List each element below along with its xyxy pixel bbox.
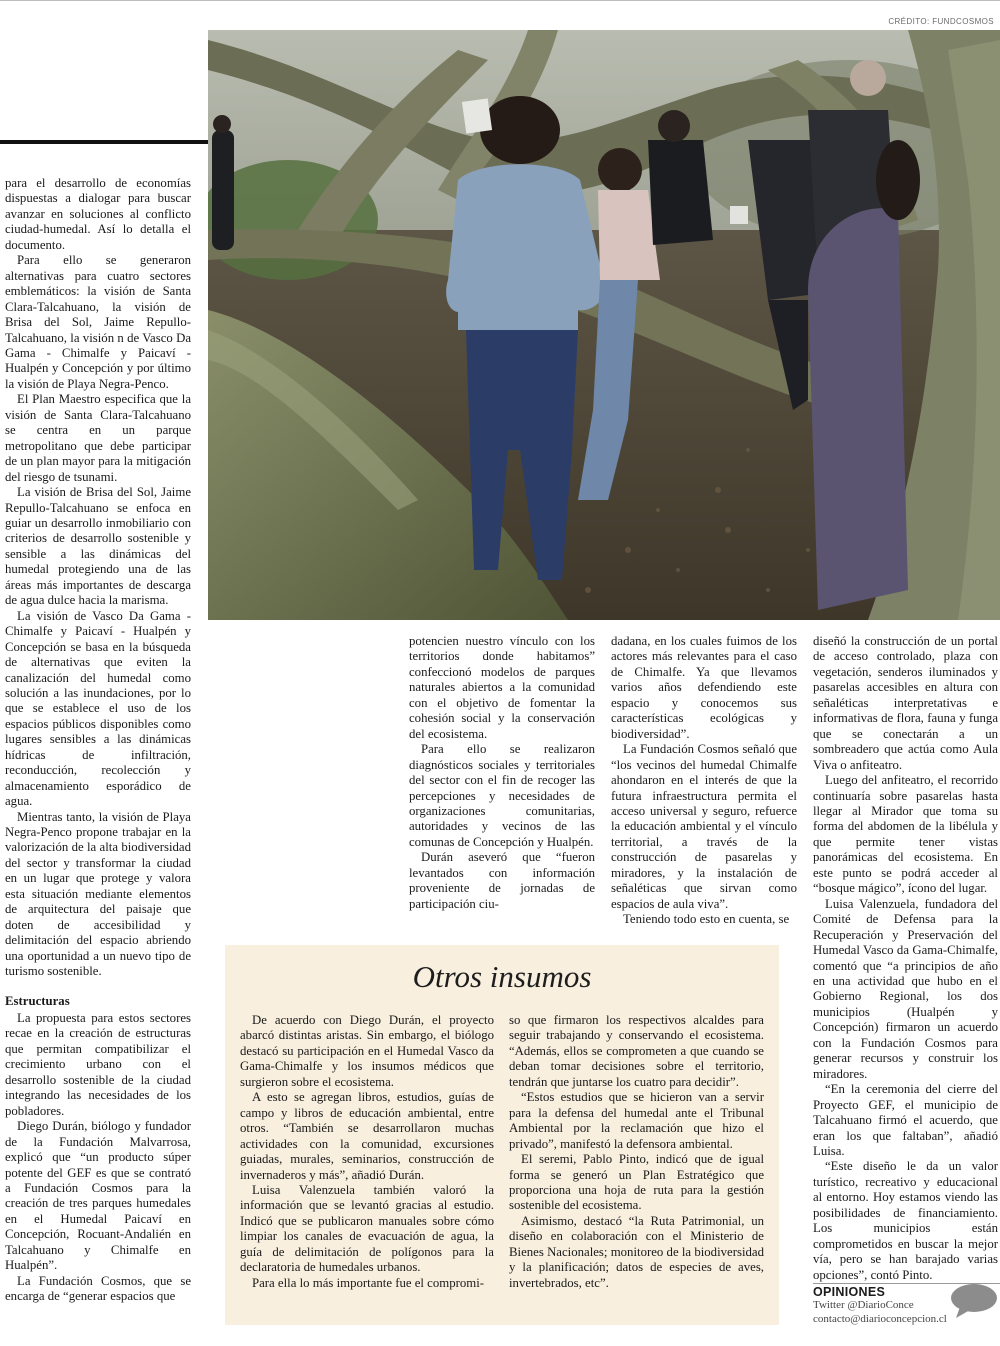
paragraph: diseñó la construcción de un portal de acceso controlado, plaza con vegetación, senderos iluminados y pasarelas accesibles en altura con señaléticas interpretativas e informativas de flora, fauna y funga que se conectarán a un sombreadero que actúa como Aula Viva o anfiteatro. <box>813 634 998 772</box>
paragraph: dadana, en los cuales fuimos de los actores más relevantes para el caso de Chimalfe. Ya que llevamos varios años defendiendo este espacio y conocemos sus características ecológicas y biodiversidad”. <box>611 634 797 741</box>
paragraph: Teniendo todo esto en cuenta, se <box>623 912 790 927</box>
paragraph: El seremi, Pablo Pinto, indicó que de igual forma se generó un Plan Estratégico que proporciona una hoja de ruta para la gestión sostenible del ecosistema. <box>509 1152 764 1213</box>
opinions-heading: OPINIONES <box>813 1285 886 1299</box>
paragraph: El Plan Maestro especifica que la visión de Santa Clara-Talcahuano se centra en un parque metropolitano que debe participar de un plan mayor para la mitigación del riesgo de tsunami. <box>5 392 191 484</box>
paragraph: Luego del anfiteatro, el recorrido continuaría sobre pasarelas hasta llegar al Mirador que toma su forma del abdomen de la libélula y que permite tener vistas panorámicas del ecosistema. En este punto se podrá acceder al “bosque mágico”, ícono del lugar. <box>813 773 998 896</box>
paragraph: Diego Durán, biólogo y fundador de la Fundación Malvarrosa, explicó que “un producto súper potente del GEF es que se contrató a Fundación Cosmos para la creación de tres parques humedales en el Humedal Paicaví en Concepción, Rocuant-Andalién en Talcahuano y Chimalfe en Hualpén”. <box>5 1119 191 1273</box>
top-rule <box>0 0 1000 1</box>
paragraph: La propuesta para estos sectores recae en la creación de estructuras que permitan compatibilizar el crecimiento urbano con el desarrollo sostenible de la ciudad integrando las necesidades de los pobladores. <box>5 1011 191 1118</box>
photo-credit: CRÉDITO: FUNDCOSMOS <box>888 17 994 26</box>
paragraph: De acuerdo con Diego Durán, el proyecto abarcó distintas aristas. Sin embargo, el biólogo destacó su participación en el Humedal Vasco da Gama-Chimalfe y los insumos médicos que surgieron sobre el ecosistema. <box>240 1013 494 1089</box>
paragraph: “Estos estudios que se hicieron van a servir para la defensa del humedal ante el Tribunal Ambiental por la reclamación que hizo el privado”, manifestó la defensora ambiental. <box>509 1090 764 1151</box>
article-photo <box>208 30 1000 620</box>
paragraph: potencien nuestro vínculo con los territorios donde habitamos” confeccionó modelos de parques naturales abiertos a la comunidad con el objetivo de fomentar la cohesión social y la conservación del ecosistema. <box>409 634 595 741</box>
box-column-1 <box>240 1013 494 1291</box>
paragraph: Para ella lo más importante fue el compromi- <box>252 1275 485 1290</box>
box-column-2 <box>509 1013 764 1291</box>
paragraph: Luisa Valenzuela también valoró la información que se levantó gracias al estudio. Indicó que se publicaron manuales sobre cómo limpiar los canales de evacuación de agua, la guía de delimitación de polígonos para la declaratoria de humedales urbanos. <box>240 1182 494 1275</box>
paragraph: Mientras tanto, la visión de Playa Negra-Penco propone trabajar en la valorización de la alta biodiversidad del sector y transformar la ciudad en un lugar que protege y valora esta situación mediante elementos de arquitectura del paisaje que doten de accesibilidad y delimitación del espacio abriendo una oportunidad a un nuevo tipo de turismo sostenible. <box>5 809 191 979</box>
paragraph: La Fundación Cosmos, que se encarga de “generar espacios que <box>5 1273 191 1304</box>
article-column-1 <box>5 176 191 1305</box>
section-bar <box>0 140 208 144</box>
paragraph: “Este diseño le da un valor turístico, recreativo y educacional al entorno. Hoy estamos viendo las posibilidades de financiamiento. Los municipios están comprometidos en buscar la mejor vía, pero se han barajado varias opciones”, contó Pinto. <box>813 1159 998 1282</box>
forest-photo-illustration <box>208 30 1000 620</box>
speech-bubble-icon <box>950 1283 998 1319</box>
twitter-handle[interactable]: Twitter @DiarioConce <box>813 1299 914 1311</box>
box-title: Otros insumos <box>412 959 592 994</box>
paragraph: para el desarrollo de economías dispuestas a dialogar para buscar avanzar en soluciones al conflicto ciudad-humedal. Así lo detalla el documento. <box>5 176 191 252</box>
paragraph: La visión de Vasco Da Gama - Chimalfe y Paicaví - Hualpén y Concepción se basa en la búsqueda de alternativas que eviten la canalización del humedal como solución a las inundaciones, por lo que se establece el uso de los espacios públicos disponibles como lugares sensibles a las dinámicas hídricas de infiltración, reconducción, recolección y almacenamiento esporádico de agua. <box>5 608 191 809</box>
paragraph: “En la ceremonia del cierre del Proyecto GEF, el municipio de Talcahuano firmó el acuerdo, que eran los que faltaban”, añadió Luisa. <box>813 1082 998 1158</box>
paragraph: Luisa Valenzuela, fundadora del Comité de Defensa para la Recuperación y Preservación del Humedal Vasco da Gama-Chimalfe, comentó que “a principios de año en una actividad que hubo en el Gobierno Regional, los dos municipios (Hualpén y Concepción) firmaron un acuerdo con la Fundación Cosmos para generar recursos y construir los miradores. <box>813 896 998 1081</box>
paragraph: so que firmaron los respectivos alcaldes para seguir trabajando y conservando el ecosistema. “Además, ellos se comprometen a que cuando se deban tomar decisiones sobre el territorio, tendrán que juntarse los cuatro para decidir”. <box>509 1013 764 1089</box>
paragraph: Para ello se generaron alternativas para cuatro sectores emblemáticos: la visión de Santa Clara-Talcahuano, la visión de Brisa del Sol, Jaime Repullo-Talcahuano, la visión n de Vasco Da Gama - Chimalfe y Paicaví - Hualpén y Concepción y por último la visión de Playa Negra-Penco. <box>5 253 191 391</box>
article-column-4 <box>813 634 998 1283</box>
subheading: Estructuras <box>5 993 70 1008</box>
paragraph: Asimismo, destacó “la Ruta Patrimonial, un diseño en colaboración con el Ministerio de Bienes Nacionales; monitoreo de la biodiversidad y la planificación; datos de especies de aves, invertebrados, etc”. <box>509 1213 764 1290</box>
article-column-2 <box>409 634 595 912</box>
paragraph: La visión de Brisa del Sol, Jaime Repullo-Talcahuano se enfoca en guiar un desarrollo inmobiliario con criterios de desarrollo sostenible y sensible a las dinámicas del humedal protegiendo una de las áreas más importantes de descarga de agua dulce hacia la marisma. <box>5 485 191 608</box>
contact-email[interactable]: contacto@diarioconcepcion.cl <box>813 1313 947 1325</box>
paragraph: La Fundación Cosmos señaló que “los vecinos del humedal Chimalfe ahondaron en el interés de que la futura infraestructura permita el acceso universal y seguro, refuerce la educación ambiental y el vínculo territorial, a través de la construcción de pasarelas y miradores, y la instalación de señaléticas que sirvan como espacios de aula viva”. <box>611 742 797 911</box>
paragraph: A esto se agregan libros, estudios, guías de campo y libros de educación ambiental, entre otros. “También se desarrollaron muchas actividades con la comunidad, excursiones guiadas, murales, seminarios, construcción de invernaderos y más”, añadió Durán. <box>240 1090 494 1182</box>
paragraph: Durán aseveró que “fueron levantados con información proveniente de jornadas de participación ciu- <box>409 850 595 911</box>
paragraph: Para ello se realizaron diagnósticos sociales y territoriales del sector con el fin de recoger las percepciones y necesidades de organizaciones comunitarias, autoridades y vecinos de las comunas de Concepción y Hualpén. <box>409 742 595 849</box>
article-column-3 <box>611 634 797 928</box>
